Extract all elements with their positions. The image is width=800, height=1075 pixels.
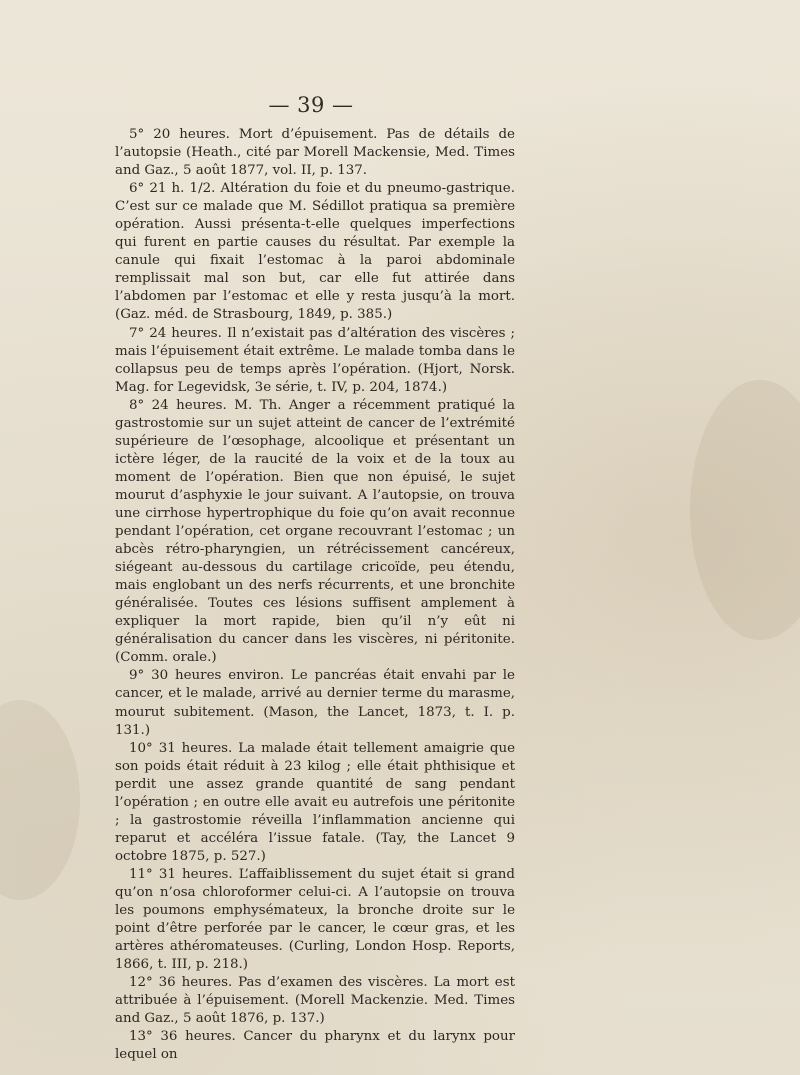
paper-stain (690, 380, 800, 640)
page-body (115, 126, 515, 1064)
paragraph: 10° 31 heures. La malade était tellement amaigrie que son poids était réduit à 23 kilog ; elle était phthisique et perdit une assez grande quantité de sang pendant l’opération ; en outre elle avait eu autrefois une péritonite ; la gastrostomie réveilla l’inflammation ancienne qui reparut et accéléra l’issue fatale. (Tay, the Lancet 9 octobre 1875, p. 527.) (115, 740, 515, 864)
paragraph: 9° 30 heures environ. Le pancréas était envahi par le cancer, et le malade, arrivé au dernier terme du marasme, mourut subitement. (Mason, the Lancet, 1873, t. I. p. 131.) (115, 668, 515, 738)
paragraph: 11° 31 heures. L’affaiblissement du sujet était si grand qu’on n’osa chloroformer celui-ci. A l’autopsie on trouva les poumons emphysémateux, la bronche droite sur le point d’être perforée par le cancer, le cœur gras, et les artères athéromateuses. (Curling, London Hosp. Reports, 1866, t. III, p. 218.) (115, 866, 515, 973)
page-number: — 39 — (268, 93, 354, 117)
paragraph: 8° 24 heures. M. Th. Anger a récemment pratiqué la gastrostomie sur un sujet atteint de cancer de l’extrémité supérieure de l’œsophage, alcoolique et présentant un ictère léger, de la raucité de la voix et de la toux au moment de l’opération. Bien que non épuisé, le sujet mourut d’asphyxie le jour suivant. A l’autopsie, on trouva une cirrhose hypertrophique du foie qu’on avait reconnue pendant l’opération, cet organe recouvrant l’estomac ; un abcès rétro-pharyngien, un rétrécissement cancéreux, siégeant au-dessous du cartilage cricoïde, peu étendu, mais englobant un des nerfs récurrents, et une bronchite généralisée. Toutes ces lésions suffisent amplement à expliquer la mort rapide, bien qu’il n’y eût ni généralisation du cancer dans les viscères, ni péritonite. (Comm. orale.) (115, 397, 515, 666)
paragraph: 5° 20 heures. Mort d’épuisement. Pas de détails de l’autopsie (Heath., cité par Morell Mackensie, Med. Times and Gaz., 5 août 1877, vol. II, p. 137. (115, 127, 515, 179)
paragraph: 6° 21 h. 1/2. Altération du foie et du pneumo-gastrique. C’est sur ce malade que M. Sédillot pratiqua sa première opération. Aussi présenta-t-elle quelques imperfections qui furent en partie causes du résultat. Par exemple la canule qui fixait l’estomac à la paroi abdominale remplissait mal son but, car elle fut attirée dans l’abdomen par l’estomac et elle y resta jusqu’à la mort. (Gaz. méd. de Strasbourg, 1849, p. 385.) (115, 181, 515, 323)
paragraph: 12° 36 heures. Pas d’examen des viscères. La mort est attribuée à l’épuisement. (Morell Mackenzie. Med. Times and Gaz., 5 août 1876, p. 137.) (115, 975, 515, 1027)
paragraph: 13° 36 heures. Cancer du pharynx et du larynx pour lequel on (115, 1029, 515, 1063)
paper-stain (0, 700, 80, 900)
paragraph: 7° 24 heures. Il n’existait pas d’altération des viscères ; mais l’épuisement était extrême. Le malade tomba dans le collapsus peu de temps après l’opération. (Hjort, Norsk. Mag. for Legevidsk, 3e série, t. IV, p. 204, 1874.) (115, 325, 515, 395)
